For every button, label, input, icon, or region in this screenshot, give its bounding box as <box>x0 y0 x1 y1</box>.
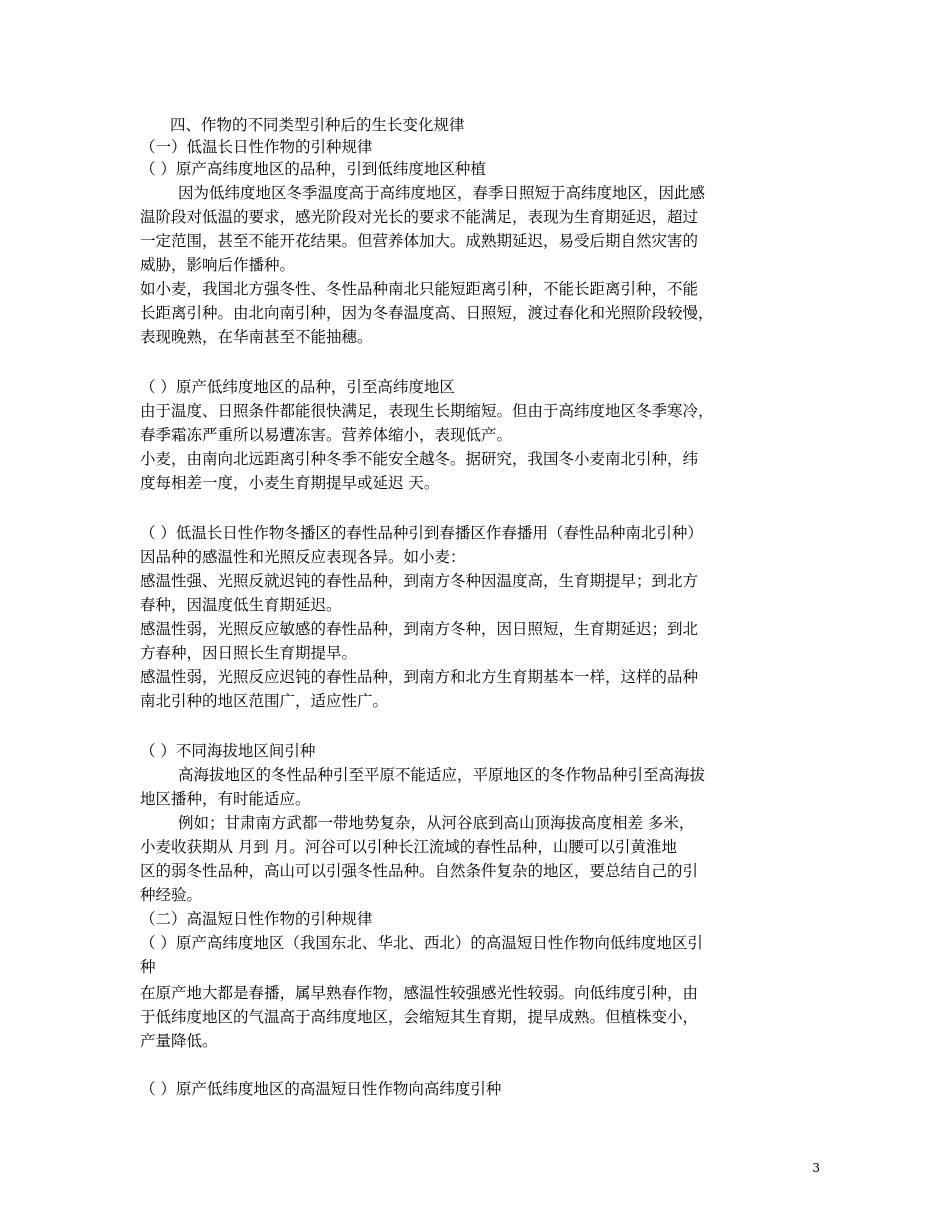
paragraph-line: 一定范围，甚至不能开花结果。但营养体加大。成熟期延迟，易受后期自然灾害的 <box>140 232 699 250</box>
paragraph-line: 感温性强、光照反就迟钝的春性品种，到南方冬种因温度高，生育期提早；到北方 <box>140 572 699 590</box>
paragraph-line: 小麦收获期从 月到 月。河谷可以引种长江流域的春性品种，山腰可以引黄淮地 <box>140 838 677 856</box>
paragraph-line: 在原产地大都是春播，属早熟春作物，感温性较强感光性较弱。向低纬度引种，由 <box>140 984 699 1002</box>
paragraph-line: 威胁，影响后作播种。 <box>140 256 296 274</box>
item-heading: （ ）原产低纬度地区的高温短日性作物向高纬度引种 <box>140 1080 502 1098</box>
item-heading: （ ）原产高纬度地区的品种，引到低纬度地区种植 <box>140 160 486 178</box>
paragraph-line: 产量降低。 <box>140 1032 218 1050</box>
item-heading: （ ）低温长日性作物冬播区的春性品种引到春播区作春播用（春性品种南北引种） <box>140 524 703 542</box>
paragraph-line: 感温性弱，光照反应迟钝的春性品种，到南方和北方生育期基本一样，这样的品种 <box>140 668 699 686</box>
paragraph-line: 因品种的感温性和光照反应表现各异。如小麦： <box>140 548 466 566</box>
paragraph-line: 于低纬度地区的气温高于高纬度地区，会缩短其生育期，提早成熟。但植株变小， <box>140 1008 699 1026</box>
paragraph-line: 方春种，因日照长生育期提早。 <box>140 644 358 662</box>
paragraph-line: 南北引种的地区范围广，适应性广。 <box>140 692 389 710</box>
subsection-heading: （二）高温短日性作物的引种规律 <box>140 910 373 928</box>
paragraph-line: 如小麦，我国北方强冬性、冬性品种南北只能短距离引种，不能长距离引种，不能 <box>140 280 699 298</box>
paragraph-line: 小麦，由南向北远距离引种冬季不能安全越冬。据研究，我国冬小麦南北引种，纬 <box>140 450 699 468</box>
item-heading: 种 <box>140 958 156 976</box>
paragraph-line: 例如；甘肃南方武都一带地势复杂，从河谷底到高山顶海拔高度相差 多米， <box>178 814 695 832</box>
item-heading: （ ）不同海拔地区间引种 <box>140 742 316 760</box>
paragraph-line: 度每相差一度，小麦生育期提早或延迟 天。 <box>140 474 440 492</box>
paragraph-line: 温阶段对低温的要求，感光阶段对光长的要求不能满足，表现为生育期延迟，超过 <box>140 208 699 226</box>
item-heading: （ ）原产高纬度地区（我国东北、华北、西北）的高温短日性作物向低纬度地区引 <box>140 934 703 952</box>
paragraph-line: 长距离引种。由北向南引种，因为冬春温度高、日照短，渡过春化和光照阶段较慢， <box>140 304 714 322</box>
page-number: 3 <box>812 1161 820 1175</box>
paragraph-line: 地区播种，有时能适应。 <box>140 790 311 808</box>
paragraph-line: 由于温度、日照条件都能很快满足，表现生长期缩短。但由于高纬度地区冬季寒冷， <box>140 402 714 420</box>
paragraph-line: 高海拔地区的冬性品种引至平原不能适应，平原地区的冬作物品种引至高海拔 <box>178 766 706 784</box>
paragraph-line: 区的弱冬性品种，高山可以引强冬性品种。自然条件复杂的地区，要总结自己的引 <box>140 862 699 880</box>
paragraph-line: 春种，因温度低生育期延迟。 <box>140 596 342 614</box>
item-heading: （ ）原产低纬度地区的品种，引至高纬度地区 <box>140 378 455 396</box>
paragraph-line: 春季霜冻严重所以易遭冻害。营养体缩小，表现低产。 <box>140 426 513 444</box>
paragraph-line: 种经验。 <box>140 886 203 904</box>
paragraph-line: 表现晚熟，在华南甚至不能抽穗。 <box>140 328 373 346</box>
subsection-heading: （一）低温长日性作物的引种规律 <box>140 138 373 156</box>
paragraph-line: 感温性弱，光照反应敏感的春性品种，到南方冬种，因日照短，生育期延迟；到北 <box>140 620 699 638</box>
section-heading: 四、作物的不同类型引种后的生长变化规律 <box>170 116 465 134</box>
paragraph-line: 因为低纬度地区冬季温度高于高纬度地区，春季日照短于高纬度地区，因此感 <box>178 184 706 202</box>
